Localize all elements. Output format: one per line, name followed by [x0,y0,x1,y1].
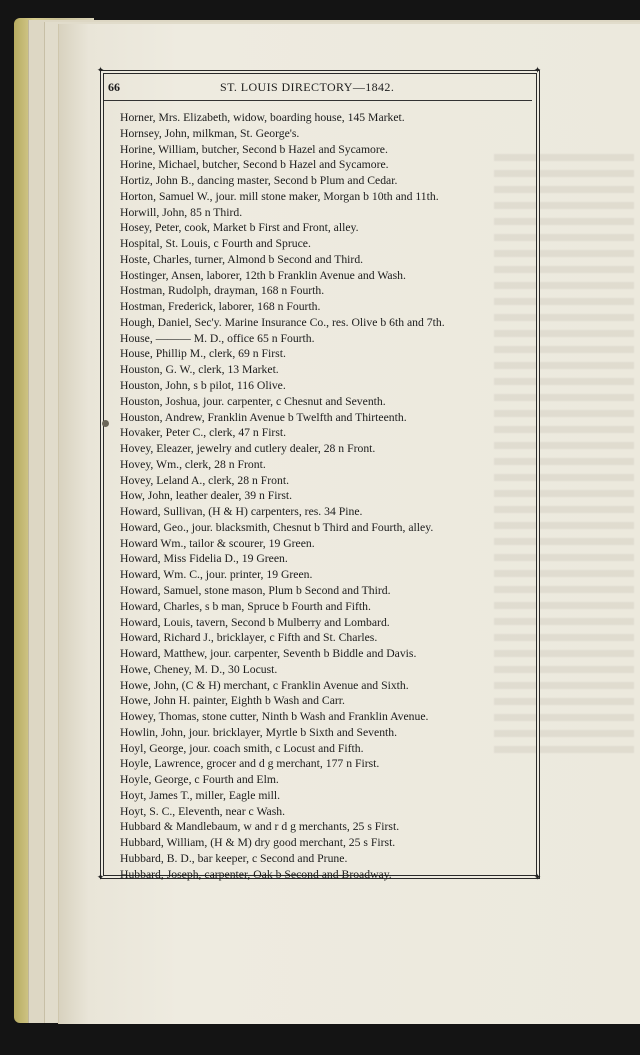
directory-entry: Houston, Joshua, jour. carpenter, c Chesnut and Seventh. [120,394,386,408]
directory-entry: Hubbard & Mandlebaum, w and r d g merchants, 25 s First. [120,820,400,834]
directory-entry: Hostman, Frederick, laborer, 168 n Fourth. [120,300,321,314]
directory-entry: How, John, leather dealer, 39 n First. [120,489,293,503]
directory-entry: Houston, John, s b pilot, 116 Olive. [120,379,286,393]
directory-entry: Howard Wm., tailor & scourer, 19 Green. [120,536,315,550]
directory-entry: Howard, Louis, tavern, Second b Mulberry and Lombard. [120,615,390,629]
running-title: ST. LOUIS DIRECTORY—1842. [220,80,395,94]
directory-entry: Hoste, Charles, turner, Almond b Second and Third. [120,252,364,266]
directory-entry: Hoyle, Lawrence, grocer and d g merchant, 177 n First. [120,757,380,771]
page-number: 66 [108,80,120,94]
corner-ornament-icon: ✦ [96,872,105,882]
directory-entry: Hoyle, George, c Fourth and Elm. [120,773,279,787]
directory-entry: Horine, William, butcher, Second b Hazel and Sycamore. [120,142,388,156]
directory-entry: Hovey, Leland A., clerk, 28 n Front. [120,473,289,487]
directory-entry: Hoyt, S. C., Eleventh, near c Wash. [120,804,286,818]
directory-entry: Hubbard, Joseph, carpenter, Oak b Second and Broadway. [120,867,392,881]
corner-ornament-icon: ✦ [533,65,542,75]
directory-entry: Howe, John H. painter, Eighth b Wash and Carr. [120,694,345,708]
directory-entries [120,110,540,883]
directory-entry: Horine, Michael, butcher, Second b Hazel and Sycamore. [120,158,389,172]
directory-entry: Hospital, St. Louis, c Fourth and Spruce. [120,237,311,251]
directory-entry: Hovaker, Peter C., clerk, 47 n First. [120,426,287,440]
directory-entry: Howe, Cheney, M. D., 30 Locust. [120,662,278,676]
directory-entry: Howard, Miss Fidelia D., 19 Green. [120,552,288,566]
binding-hole [102,420,109,427]
directory-entry: Houston, G. W., clerk, 13 Market. [120,363,279,377]
directory-entry: Howey, Thomas, stone cutter, Ninth b Wash and Franklin Avenue. [120,710,429,724]
corner-ornament-icon: ✦ [533,872,542,882]
directory-entry: Hough, Daniel, Sec'y. Marine Insurance Co., res. Olive b 6th and 7th. [120,315,445,329]
directory-entry: Horton, Samuel W., jour. mill stone maker, Morgan b 10th and 11th. [120,189,439,203]
directory-entry: Howe, John, (C & H) merchant, c Franklin Avenue and Sixth. [120,678,409,692]
directory-entry: House, ——— M. D., office 65 n Fourth. [120,331,315,345]
directory-entry: Horner, Mrs. Elizabeth, widow, boarding house, 145 Market. [120,111,405,124]
directory-entry: Hornsey, John, milkman, St. George's. [120,126,300,140]
header-rule [104,100,532,101]
directory-entry: House, Phillip M., clerk, 69 n First. [120,347,286,361]
directory-entry: Hubbard, William, (H & M) dry good merchant, 25 s First. [120,836,396,850]
directory-entry: Howard, Richard J., bricklayer, c Fifth and St. Charles. [120,631,378,645]
directory-entry: Hostinger, Ansen, laborer, 12th b Franklin Avenue and Wash. [120,268,406,282]
directory-entry: Hubbard, B. D., bar keeper, c Second and Prune. [120,851,348,865]
directory-entry: Howard, Charles, s b man, Spruce b Fourth and Fifth. [120,599,371,613]
page-header [108,80,532,96]
directory-entry: Howard, Geo., jour. blacksmith, Chesnut b Third and Fourth, alley. [120,520,434,534]
directory-entry: Howard, Samuel, stone mason, Plum b Second and Third. [120,583,391,597]
directory-entry: Hovey, Eleazer, jewelry and cutlery dealer, 28 n Front. [120,442,376,456]
directory-entry: Howard, Matthew, jour. carpenter, Seventh b Biddle and Davis. [120,647,417,661]
directory-entry: Houston, Andrew, Franklin Avenue b Twelfth and Thirteenth. [120,410,407,424]
directory-entry: Hortiz, John B., dancing master, Second b Plum and Cedar. [120,174,398,188]
directory-entry: Hoyl, George, jour. coach smith, c Locust and Fifth. [120,741,364,755]
directory-entry: Howard, Sullivan, (H & H) carpenters, res. 34 Pine. [120,505,363,519]
directory-entry: Hostman, Rudolph, drayman, 168 n Fourth. [120,284,325,298]
directory-entry: Howard, Wm. C., jour. printer, 19 Green. [120,568,313,582]
directory-entry: Horwill, John, 85 n Third. [120,205,243,219]
directory-entry: Hoyt, James T., miller, Eagle mill. [120,788,281,802]
corner-ornament-icon: ✦ [96,65,105,75]
directory-entry: Howlin, John, jour. bricklayer, Myrtle b Sixth and Seventh. [120,725,398,739]
directory-entry: Hosey, Peter, cook, Market b First and Front, alley. [120,221,359,235]
directory-entry: Hovey, Wm., clerk, 28 n Front. [120,457,266,471]
